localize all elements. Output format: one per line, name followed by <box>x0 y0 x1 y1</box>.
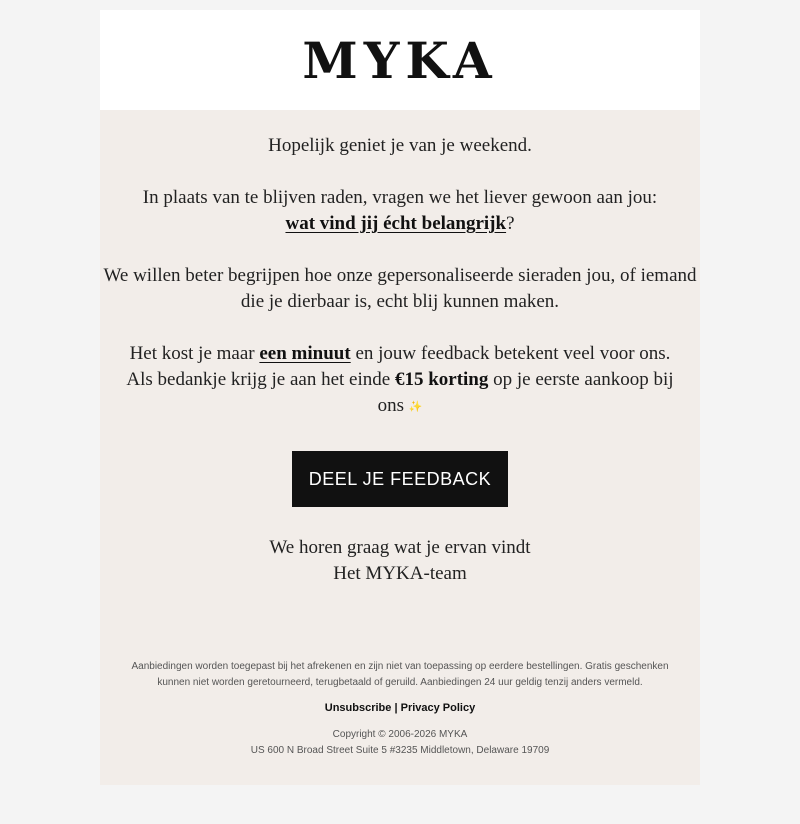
sparkle-icon: ✨ <box>408 401 423 413</box>
survey-link[interactable]: wat vind jij écht belangrijk <box>285 213 507 234</box>
privacy-policy-link[interactable]: Privacy Policy <box>400 702 476 714</box>
footer-disclaimer: Aanbiedingen worden toegepast bij het afrekenen en zijn niet van toepassing op eerdere bestellingen. Gratis geschenken kunnen niet worden geretourneerd, terugbetaald of geruild. Aanbiedingen 24 uur geldig tenzij anders vermeld. <box>131 661 669 688</box>
greeting-text: Hopelijk geniet je van je weekend. <box>268 135 532 156</box>
one-minute-link[interactable]: een minuut <box>259 343 351 364</box>
offer-text-2: en jouw feedback betekent veel voor ons. Als bedankje krijg je aan het einde <box>126 343 671 390</box>
intent-paragraph: We willen beter begrijpen hoe onze gepersonaliseerde sieraden jou, of iemand die je dierbaar is, echt blij kunnen maken. <box>103 265 697 312</box>
myka-logo[interactable]: MYKA <box>302 31 498 90</box>
question-text: In plaats van te blijven raden, vragen we het liever gewoon aan jou: <box>142 187 658 208</box>
footer-link-separator: | <box>391 702 401 714</box>
signoff-line: We horen graag wat je ervan vindt <box>269 537 531 558</box>
copyright-text: Copyright © 2006-2026 MYKA <box>332 729 468 740</box>
unsubscribe-link[interactable]: Unsubscribe <box>324 702 392 714</box>
footer-copyright <box>100 727 700 759</box>
offer-text-3: op je eerste aankoop bij ons <box>377 369 674 416</box>
share-feedback-button[interactable]: DEEL JE FEEDBACK <box>292 451 508 507</box>
offer-text-1: Het kost je maar <box>129 343 260 364</box>
team-signature: Het MYKA-team <box>333 563 467 584</box>
footer-links <box>100 702 700 714</box>
email-container <box>100 10 700 785</box>
company-address: US 600 N Broad Street Suite 5 #3235 Middletown, Delaware 19709 <box>250 745 550 756</box>
discount-amount: €15 korting <box>394 369 489 390</box>
offer-paragraph <box>120 341 680 420</box>
email-header <box>100 10 700 110</box>
question-paragraph <box>100 185 700 237</box>
question-mark: ? <box>506 213 515 234</box>
signoff <box>100 535 700 587</box>
